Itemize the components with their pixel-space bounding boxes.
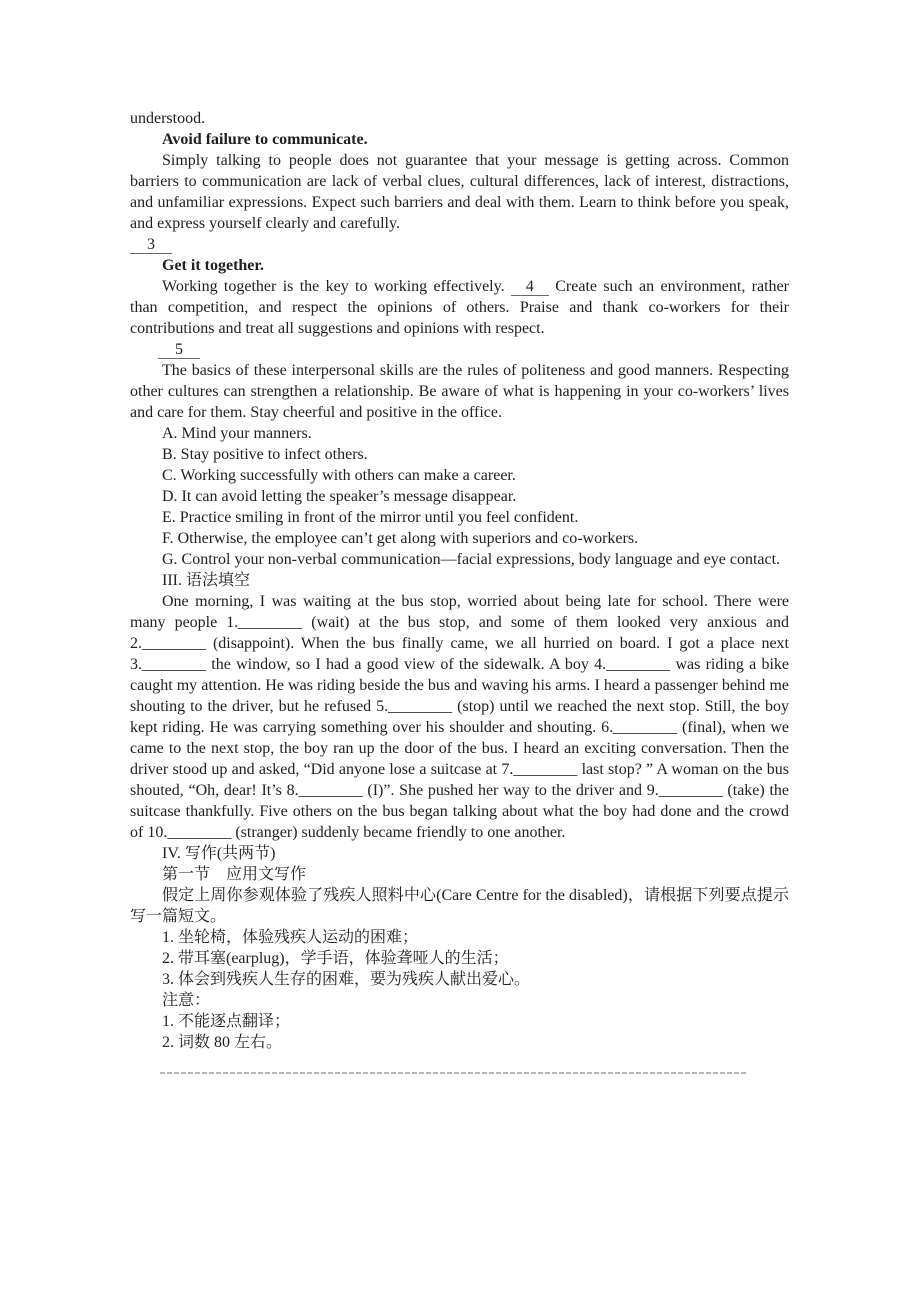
writing-prompt: 假定上周你参观体验了残疾人照料中心(Care Centre for the disabled)，请根据下列要点提示写一篇短文。	[130, 887, 789, 925]
document-page	[130, 108, 789, 1074]
writing-point-2: 2. 带耳塞(earplug)，学手语，体验聋哑人的生活；	[162, 950, 509, 967]
section-writing: IV. 写作(共两节)	[162, 845, 276, 862]
note-2: 2. 词数 80 左右。	[162, 1034, 283, 1051]
note-1: 1. 不能逐点翻译；	[162, 1013, 291, 1030]
option-f: F. Otherwise, the employee can’t get along with superiors and co-workers.	[162, 530, 639, 547]
continuation-line: understood.	[130, 110, 206, 127]
blank-3	[130, 234, 789, 255]
paragraph-basics: The basics of these interpersonal skills are the rules of politeness and good manners. Respecting other cultures can strengthen a relationship. Be aware of what is happening in your co-workers’ lives and care for them. Stay cheerful and positive in the office.	[130, 362, 789, 421]
option-e: E. Practice smiling in front of the mirror until you feel confident.	[162, 509, 579, 526]
paragraph-avoid-failure: Simply talking to people does not guarantee that your message is getting across. Common barriers to communication are lack of verbal clues, cultural differences, lack of interest, distractions, and unfamiliar expressions. Expect such barriers and deal with them. Learn to think before you speak, and express yourself clearly and carefully.	[130, 152, 789, 232]
section-writing-part1: 第一节 应用文写作	[162, 866, 307, 883]
grammar-passage: One morning, I was waiting at the bus stop, worried about being late for school. There were many people 1.________ (wait) at the bus stop, and some of them looked very anxious and 2.________ (disappoint). When the bus finally came, we all hurried on board. I got a place next 3.________ the window, so I had a good view of the sidewalk. A boy 4.________ was riding a bike caught my attention. He was riding beside the bus and waving his arms. I heard a passenger behind me shouting to the driver, but he refused 5.________ (stop) until we reached the next stop. Still, the boy kept riding. He was carrying something over his shoulder and shouting. 6.________ (final), when we came to the next stop, the boy ran up the door of the bus. I heard an exciting conversation. Then the driver stood up and asked, “Did anyone lose a suitcase at 7.________ last stop? ” A woman on the bus shouted, “Oh, dear! It’s 8.________ (I)”. She pushed her way to the driver and 9.________ (take) the suitcase thankfully. Five others on the bus began talking about what the boy had done and the crowd of 10.________ (stranger) suddenly became friendly to one another.	[130, 593, 789, 841]
blank-number: 5	[158, 339, 200, 359]
writing-point-3: 3. 体会到残疾人生存的困难，要为残疾人献出爱心。	[162, 971, 531, 988]
paragraph-get-it-together: Working together is the key to working effectively. 4 Create such an environment, rather than competition, and respect the opinions of others. Praise and thank co-workers for their contributions and treat all suggestions and opinions with respect.	[130, 278, 789, 337]
option-c: C. Working successfully with others can make a career.	[162, 467, 516, 484]
option-a: A. Mind your manners.	[162, 425, 312, 442]
writing-point-1: 1. 坐轮椅，体验残疾人运动的困难；	[162, 929, 419, 946]
option-b: B. Stay positive to infect others.	[162, 446, 368, 463]
heading-get-it-together: Get it together.	[162, 257, 265, 274]
heading-avoid-failure: Avoid failure to communicate.	[162, 131, 368, 148]
section-grammar: III. 语法填空	[162, 572, 250, 589]
option-g: G. Control your non-verbal communication—facial expressions, body language and eye contact.	[162, 551, 781, 568]
blank-5	[130, 339, 789, 360]
divider	[160, 1072, 747, 1074]
notes-label: 注意：	[162, 992, 211, 1009]
blank-number: 3	[130, 234, 172, 254]
option-d: D. It can avoid letting the speaker’s message disappear.	[162, 488, 517, 505]
inline-blank-number: 4	[511, 278, 549, 296]
